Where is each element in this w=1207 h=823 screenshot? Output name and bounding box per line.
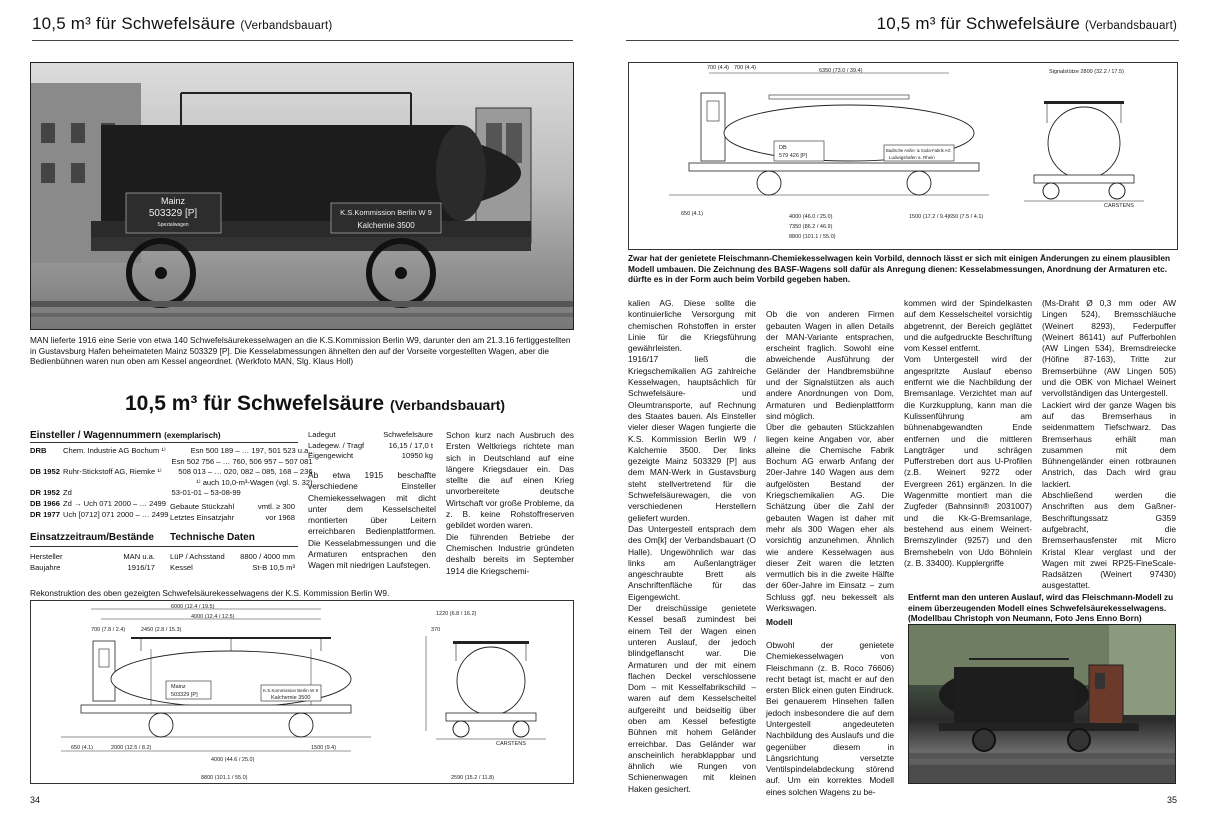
drawing-plate4: Kalchemie 3500 [271, 695, 311, 701]
dim-bottom-1: 4000 (44.6 / 25.0) [211, 757, 255, 763]
dim-top-2: 2450 (2.8 / 15.3) [141, 627, 182, 633]
rdim-bottom-1: 4000 (46.0 / 25.0) [789, 214, 833, 220]
table-row: DRB Chem. Industrie AG Bochum ¹⁾ Esn 500 189 – … 197, 501 523 u.a., [30, 446, 313, 455]
drawing-plate1: Mainz [171, 684, 186, 690]
right-drawing-caption: Zwar hat der genietete Fleischmann-Chemiekesselwagen kein Vorbild, dennoch lässt er sich mit einigen Änderungen zu einem plausiblen Modell umbauen. Die Zeichnung des BASF-Wagens soll dafür als Anregung dienen: Kesselabmessungen, Anordnung der Armaturen etc. dürfte es in der Form auch beim Vorbild gegeben haben. [628, 253, 1171, 285]
table-row: LüP / Achsstand 8800 / 4000 mm [170, 552, 295, 561]
left-col2: Schon kurz nach Ausbruch des Ersten Weltkriegs richtete man sich in Deutschland auf eine längere Kriegsdauer ein. Das stellte die auf einen Krieg unvorbereitete deutsche Wirtschaft vor große Probleme, da z. B. keine Rohstoffreserven gebildet worden waren. Die führenden Betriebe der Chemischen Industrie gründeten deshalb bereits im September 1914 die Kriegschemi- [446, 430, 574, 576]
rdim-bottom-5: 650 (7.5 / 4.1) [949, 214, 984, 220]
table-row: Hersteller MAN u.a. [30, 552, 155, 561]
photo-caption: MAN lieferte 1916 eine Serie von etwa 140 Schwefelsäurekesselwagen an die K.S.Kommission Berlin W9, darunter den am 21.3.16 fertiggestellten in Gustavsburg Hafen beheimateten Mainz 503329 [P]. Die Kesselabmessungen ähnelten den auf der Vorseite vorgestellten Wagen, aber die Bedienbühnen waren nun oben am Kessel angeordnet. (Werkfoto MAN, Slg. Klaus Holl) [30, 335, 571, 367]
right-technical-drawing [628, 62, 1178, 250]
dim-top-3: 700 (7.8 / 2.4) [91, 627, 126, 633]
table-row: Baujahre 1916/17 [30, 562, 155, 572]
side-dim-1: 370 [431, 627, 441, 633]
right-col3: kommen wird der Spindelkasten auf dem Kesselscheitel vorsichtig abgetrennt, der Bereich geglättet und die aufgedruckte Beschriftung vom Kessel entfernt. Vom Untergestell wird der angespritzte Auslauf ebenso entfernt wie die Nachbildung der Bremsanlage. Verzichtet man auf die Kurzkupplung, kann man die Kulissenführung am bühnenabgewandten Ende entfernen und die mittleren Langträger und schrägen Pufferstreben dort aus U-Profilen (z.B. Weinert 9272 oder Evergreen 261) ergänzen. In die Wagenmitte montiert man die Zugfeder (Bahnsinn® 2031007) und die Kk-G-Bremsanlage, bestehend aus einem Weinert-Bremszylinder (9257) und den Bremshebeln von Udo Böhnlein (z. B. 33400). Kupplergriffe [904, 298, 1032, 568]
wagon-photo [30, 62, 574, 330]
table-row: Eigengewicht 10950 kg [308, 451, 433, 461]
table-row: DR 1952 Zd 53-01-01 – 53-08-99 [30, 488, 241, 498]
rdrawing-plate2: 579 426 [P] [779, 153, 808, 159]
plate-right-line2: Kalchemie 3500 [357, 221, 415, 230]
plate-right-line1: K.S.Kommission Berlin W 9 [340, 208, 432, 217]
left-technical-drawing [30, 600, 574, 784]
side-dim-2: 2590 (15.2 / 11.8) [451, 775, 495, 781]
right-page [604, 0, 1207, 823]
left-running-header: 10,5 m³ für Schwefelsäure (Verbandsbauart) [32, 14, 333, 33]
rdrawing-right-label: CARSTENS [1104, 203, 1134, 209]
left-page-number: 34 [30, 795, 41, 805]
bestand-table [30, 552, 158, 573]
rdim-top-2: 700 (4.4) [734, 65, 757, 71]
plate-left-line1: Mainz [160, 196, 186, 206]
model-photo [908, 624, 1176, 784]
drawing-right-label: CARSTENS [496, 741, 526, 747]
rdim-top-1: 700 (4.4) [707, 65, 730, 71]
rdrawing-plate4: Ludwigshafen a. Rhein [889, 155, 935, 160]
table-row: Kessel St-B 10,5 m³ [170, 562, 295, 572]
rdrawing-plate1: DB [779, 145, 787, 151]
modell-subhead: Modell [766, 617, 793, 628]
left-col1: Ab etwa 1915 beschaffte verschiedene Einsteller Chemiekesselwagen mit dicht unter dem Kesselscheitel montierten über Leitern erreichbaren Bedienplattformen. Die Kesselabmessungen und die Armaturen entsprachen den Wagen mit niedrigen Laufstegen. [308, 470, 436, 571]
drawing-plate3: K.S.Kommission Berlin W 9 [263, 688, 319, 693]
right-col2 [766, 298, 894, 798]
specs-top-table [308, 430, 436, 462]
right-col4: (Ms-Draht Ø 0,3 mm oder AW Lingen 524), Bremsschläuche (Weinert 8293), Federpuffer (Weinert 86141) auf Pufferbohlen (AW Lingen 534), Bremsdreiecke (Höfine 87-163), Tritte zur Bremserbühne (AW Lingen 505) und die OBK von Michael Weinert vervollständigen das Untergestell. Lackiert wird der ganze Wagen bis auf das Bremserhaus in seidenmattem Tiefschwarz. Das Bremserhaus erhält man zusammen mit dem Bühnengeländer einen rotbraunen Anstrich, das Dach wird grau lackiert. Abschließend werden die Anschriften aus dem Gaßner-Beschriftungssatz G359 aufgebracht, die Bremserhausfenster mit Micro Kristal Klear verglast und der Wagen mit zwei RP25-FineScale-Radsätzen (Weinert 97430) ausgestattet. [1042, 298, 1176, 591]
dim-bottom-0: 2000 (12.5 / 8.2) [111, 745, 152, 751]
rdim-bottom-0: 650 (4.1) [681, 211, 704, 217]
section-rule [30, 442, 298, 443]
table-row: DB 1966 Zd → Uch 071 2000 – … 2499 [30, 498, 166, 508]
specs-mid-table [170, 502, 298, 523]
plate-left-line2: 503329 [P] [148, 208, 198, 219]
rdim-top-0: 6350 (73.0 / 39.4) [819, 68, 863, 74]
rdim-bottom-3: 8800 (101.1 / 55.0) [789, 234, 836, 240]
section-einsteller: Einsteller / Wagennummern (exemplarisch) [30, 430, 221, 441]
rdrawing-side-title: Signalstütze 2800 (32.2 / 17.5) [1049, 69, 1124, 75]
section-einsatz: Einsatzzeitraum/Bestände [30, 532, 154, 543]
dim-bottom-2: 8800 (101.1 / 55.0) [201, 775, 248, 781]
rdrawing-plate3: Badische Anilin- & Soda-Fabrik AG [886, 148, 951, 153]
table-row: Esn 502 756 – … 760, 506 957 – 507 081 [171, 456, 313, 466]
right-running-header: 10,5 m³ für Schwefelsäure (Verbandsbauart) [876, 14, 1177, 33]
rdim-bottom-4: 1500 (17.2 / 9.4) [909, 214, 950, 220]
left-drawing-caption: Rekonstruktion des oben gezeigten Schwefelsäurekesselwagens der K.S. Kommission Berlin W9. [30, 588, 390, 598]
table-row: Letztes Einsatzjahr vor 1968 [170, 512, 295, 522]
dim-bottom-4: 650 (4.1) [71, 745, 94, 751]
table-row: Gebaute Stückzahl vmtl. ≥ 300 [170, 502, 295, 511]
rdim-bottom-2: 7350 (86.2 / 46.9) [789, 224, 833, 230]
dim-top-1: 4000 (12.4 / 12.5) [191, 614, 235, 620]
section-technik: Technische Daten [170, 532, 255, 543]
drawing-plate2: 503329 [P] [171, 692, 198, 698]
left-header-rule [32, 40, 573, 41]
section-rule-2 [30, 546, 298, 547]
left-page [0, 0, 603, 823]
table-row: Ladegew. / Tragf 16,15 / 17,0 t [308, 440, 433, 450]
right-col2b-text: Obwohl der genietete Chemiekesselwagen von Fleischmann (z. B. Roco 76606) recht betagt ist, macht er auf den ersten Blick einen guten Eindruck. Bei genauerem Hinsehen fallen jedoch insbesondere die auf dem Untergestell angedeuteten Nachbildung des Auslaufs und die gegenüber diesem in Längsrichtung versetzte Ventilspindelabdeckung störend auf. Um ein korrektes Modell eines solchen Wagens zu be- [766, 639, 894, 797]
side-dim-0: 1220 (6.8 / 16.2) [436, 611, 477, 617]
tech-table [170, 552, 298, 573]
table-row: Ladegut Schwefelsäure [308, 430, 433, 439]
table-row: DB 1952 Ruhr-Stickstoff AG, Riemke ¹⁾ 508 013 – … 020, 082 – 085, 168 – 236 [30, 467, 313, 477]
table-row: DR 1977 Uch [0712] 071 2000 – … 2499 [30, 509, 169, 519]
plate-left-line3: Spezialwagen [157, 222, 189, 228]
model-caption: Entfernt man den unteren Auslauf, wird das Fleischmann-Modell zu einem überzeugenden Modell eines Schwefelsäurekesselwagens. (Modellbau Christoph von Neumann, Foto Jens Enno Born) [908, 592, 1174, 624]
right-page-number: 35 [1166, 795, 1177, 805]
dim-top-0: 6000 (12.4 / 19.5) [171, 604, 215, 610]
right-col1: kalien AG. Diese sollte die kontinuierliche Versorgung mit chemischen Rohstoffen in erster Linie für die Kriegsführung gewährleisten. 1916/17 ließ die Kriegschemikalien AG zahlreiche Kesselwagen, hauptsächlich für Schwefelsäure- und Oleumtransporte, auf Rechnung des Staates bauen. Als Einsteller vieler dieser Wagen fungierte die K.S. Kommission Berlin W9 / Kalchemie 3500. Der links gezeigte Mainz 503329 [P] aus dem MAN-Werk in Gustavsburg steht stellvertretend für die Schwefelsäurewagen, die von verschiedenen Herstellern geliefert wurden. Das Untergestell entsprach dem des Om[k] der Verbandsbauart (O Halle). Ungewöhnlich war das links am Außenlangträger angeschraubte Brett als Anschriftenfläche für das Eigengewicht. Der dreischüssige genietete Kessel besaß zumindest bei einem Teil der Wagen einen unteren Auslauf, der jedoch blindgeflanscht war. Die Armaturen und der mit einem flachen Deckel verschlossene Dom – mit Kesselfabrikschild – waren auf dem Kesselscheitel aufgereiht und beidseitig über oben am Kessel befestigte Bühnen mit hohem Geländer erreichbar. Das Geländer war anscheinlich herabklappbar und ähnlich wie Rungen von Schienenwagen mit kleinen Haken gesichert. [628, 298, 756, 794]
dim-bottom-3: 1500 (9.4) [311, 745, 337, 751]
main-title: 10,5 m³ für Schwefelsäure (Verbandsbauart) [125, 392, 506, 415]
right-col2-text: Ob die von anderen Firmen gebauten Wagen in allen Details der MAN-Variante entsprachen, erscheint fraglich. Sowohl eine abweichende Ausführung der Geländer der Handbremsbühne und der Signalstützen als auch andere Anordnungen von Dom, Armaturen und Bedienplattform sind möglich. Über die gebauten Stückzahlen liegen keine Angaben vor, aber alleine die Chemische Fabrik Bochum AG erwarb Anfang der 20er-Jahre 140 Wagen aus dem aufgelösten Bestand der Kriegschemikalien AG. Die Schätzung über die Zahl der gebauten Wagen ist daher mit mehr als 300 Wagen eher als vorsichtig anzunehmen. Ähnlich wie andere Kesselwagen aus dieser Zeit waren die letzten vermutlich bis in die zweite Hälfte der 60er-Jahre im Einsatz – zum Schluss ggf. neu bekesselt als Werkswagen. [766, 309, 894, 614]
right-header-rule [626, 40, 1179, 41]
table-row: ¹⁾ auch 10,0-m³-Wagen (vgl. S. 32) [196, 477, 313, 487]
